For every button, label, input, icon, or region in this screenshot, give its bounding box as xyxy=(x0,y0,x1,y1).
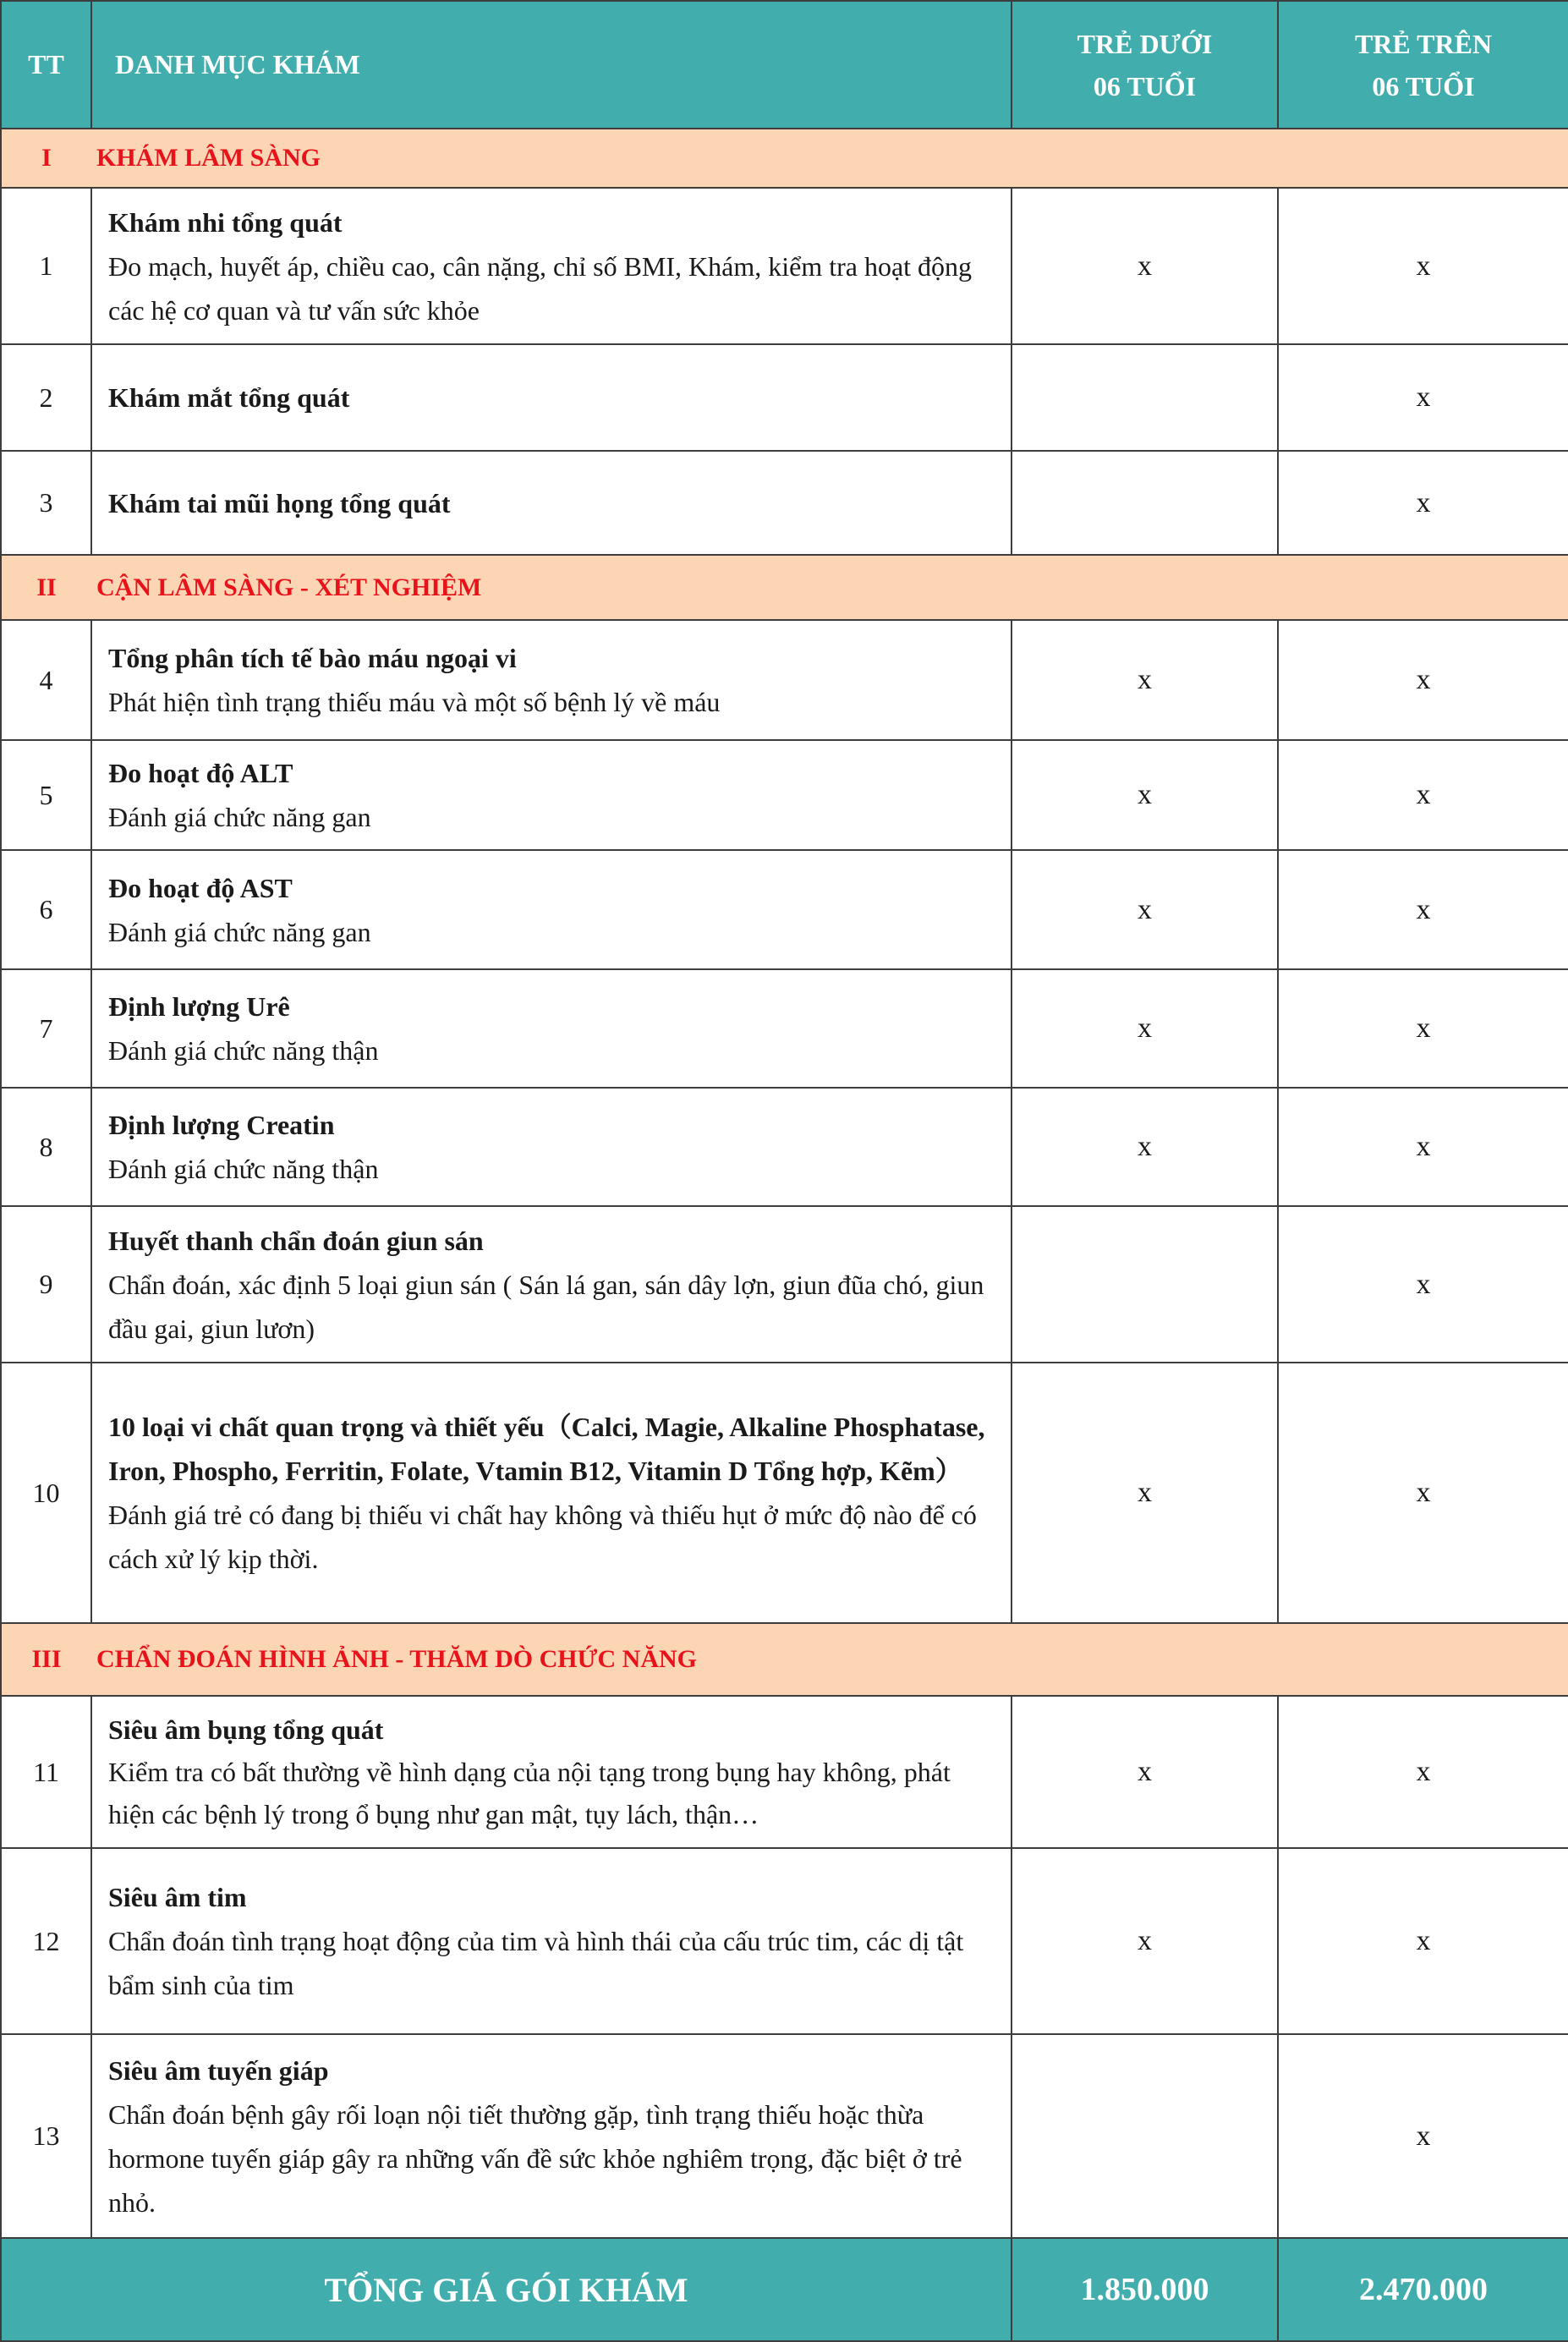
section-title: CHẨN ĐOÁN HÌNH ẢNH - THĂM DÒ CHỨC NĂNG xyxy=(91,1623,1568,1696)
row-under6-mark: x xyxy=(1012,850,1278,969)
table-row xyxy=(1,1696,1568,1848)
table-row xyxy=(1,969,1568,1088)
table-row xyxy=(1,850,1568,969)
row-under6-mark: x xyxy=(1012,1363,1278,1623)
row-index: 7 xyxy=(1,969,91,1088)
row-under6-mark xyxy=(1012,2034,1278,2238)
row-exam-name: Định lượng Urê xyxy=(108,991,290,1022)
total-under6-price: 1.850.000 xyxy=(1012,2238,1278,2341)
table-row xyxy=(1,740,1568,850)
row-over6-mark: x xyxy=(1278,451,1568,555)
row-exam-detail: Đánh giá chức năng gan xyxy=(108,802,371,832)
row-exam-detail: Đánh giá trẻ có đang bị thiếu vi chất hay không và thiếu hụt ở mức độ nào để có cách xử lý kịp thời. xyxy=(108,1500,977,1574)
row-exam-detail: Kiểm tra có bất thường về hình dạng của nội tạng trong bụng hay không, phát hiện các bệnh lý trong ổ bụng như gan mật, tụy lách, thận… xyxy=(108,1757,951,1829)
header-under6 xyxy=(1012,1,1278,129)
row-exam-detail: Phát hiện tình trạng thiếu máu và một số bệnh lý về máu xyxy=(108,687,721,717)
row-under6-mark: x xyxy=(1012,740,1278,850)
row-under6-mark: x xyxy=(1012,969,1278,1088)
row-exam-name: Siêu âm tim xyxy=(108,1882,247,1912)
row-under6-mark: x xyxy=(1012,620,1278,740)
header-tt: TT xyxy=(1,1,91,129)
table-row xyxy=(1,1088,1568,1206)
row-exam-name: Khám mắt tổng quát xyxy=(108,382,350,413)
table-row xyxy=(1,620,1568,740)
row-over6-mark: x xyxy=(1278,1088,1568,1206)
header-category: DANH MỤC KHÁM xyxy=(91,1,1012,129)
row-over6-mark: x xyxy=(1278,188,1568,344)
row-index: 10 xyxy=(1,1363,91,1623)
row-index: 12 xyxy=(1,1848,91,2034)
row-over6-mark: x xyxy=(1278,969,1568,1088)
row-exam-detail: Chẩn đoán tình trạng hoạt động của tim và hình thái của cấu trúc tim, các dị tật bẩm sinh của tim xyxy=(108,1926,964,2000)
row-exam-detail: Chẩn đoán, xác định 5 loại giun sán ( Sán lá gan, sán dây lợn, giun đũa chó, giun đầu gai, giun lươn) xyxy=(108,1269,984,1344)
row-exam-detail: Đánh giá chức năng gan xyxy=(108,916,371,947)
row-over6-mark: x xyxy=(1278,740,1568,850)
row-over6-mark: x xyxy=(1278,1696,1568,1848)
table-row xyxy=(1,1848,1568,2034)
row-over6-mark: x xyxy=(1278,344,1568,451)
row-index: 6 xyxy=(1,850,91,969)
header-over6-line1: TRẺ TRÊN xyxy=(1354,28,1493,59)
table-row xyxy=(1,1363,1568,1623)
row-exam-name: Định lượng Creatin xyxy=(108,1110,335,1140)
row-over6-mark: x xyxy=(1278,850,1568,969)
row-under6-mark xyxy=(1012,344,1278,451)
row-exam-name: Khám tai mũi họng tổng quát xyxy=(108,487,451,518)
row-description xyxy=(91,1848,1012,2034)
row-description xyxy=(91,969,1012,1088)
header-under6-line2: 06 TUỔI xyxy=(1093,70,1197,101)
row-exam-detail: Đánh giá chức năng thận xyxy=(108,1035,379,1066)
header-over6-line2: 06 TUỔI xyxy=(1372,70,1475,101)
row-description xyxy=(91,2034,1012,2238)
row-exam-name: Tổng phân tích tế bào máu ngoại vi xyxy=(108,643,517,673)
section-row xyxy=(1,555,1568,620)
total-over6-price: 2.470.000 xyxy=(1278,2238,1568,2341)
section-number: I xyxy=(1,129,91,188)
row-description xyxy=(91,1088,1012,1206)
row-under6-mark: x xyxy=(1012,188,1278,344)
row-index: 5 xyxy=(1,740,91,850)
row-exam-detail: Đo mạch, huyết áp, chiều cao, cân nặng, chỉ số BMI, Khám, kiểm tra hoạt động các hệ cơ quan và tư vấn sức khỏe xyxy=(108,250,973,326)
row-exam-name: Đo hoạt độ ALT xyxy=(108,758,293,788)
row-over6-mark: x xyxy=(1278,1848,1568,2034)
row-under6-mark: x xyxy=(1012,1696,1278,1848)
row-exam-name: Siêu âm tuyến giáp xyxy=(108,2054,329,2086)
row-description xyxy=(91,1206,1012,1363)
row-description xyxy=(91,740,1012,850)
section-row xyxy=(1,129,1568,188)
section-row xyxy=(1,1623,1568,1696)
row-description xyxy=(91,451,1012,555)
section-title: CẬN LÂM SÀNG - XÉT NGHIỆM xyxy=(91,555,1568,620)
row-exam-name: Khám nhi tổng quát xyxy=(108,206,343,238)
row-index: 11 xyxy=(1,1696,91,1848)
row-index: 1 xyxy=(1,188,91,344)
row-exam-name: 10 loại vi chất quan trọng và thiết yếu（Calci, Magie, Alkaline Phosphatase, Iron, Phospho, Ferritin, Folate, Vtamin B12, Vitamin D Tổng hợp, Kẽm） xyxy=(108,1412,985,1486)
section-title: KHÁM LÂM SÀNG xyxy=(91,129,1568,188)
row-description xyxy=(91,620,1012,740)
row-index: 4 xyxy=(1,620,91,740)
row-index: 3 xyxy=(1,451,91,555)
total-label: TỔNG GIÁ GÓI KHÁM xyxy=(1,2238,1012,2341)
table-row xyxy=(1,1206,1568,1363)
row-under6-mark xyxy=(1012,451,1278,555)
table-row xyxy=(1,451,1568,555)
row-exam-detail: Đánh giá chức năng thận xyxy=(108,1154,379,1184)
section-number: III xyxy=(1,1623,91,1696)
row-over6-mark: x xyxy=(1278,1363,1568,1623)
total-row xyxy=(1,2238,1568,2341)
row-exam-name: Đo hoạt độ AST xyxy=(108,872,293,903)
table-row xyxy=(1,188,1568,344)
row-exam-detail: Chẩn đoán bệnh gây rối loạn nội tiết thường gặp, tình trạng thiếu hoặc thừa hormone tuyến giáp gây ra những vấn đề sức khỏe nghiêm trọng, đặc biệt ở trẻ nhỏ. xyxy=(108,2098,962,2218)
row-index: 8 xyxy=(1,1088,91,1206)
table-row xyxy=(1,2034,1568,2238)
row-index: 9 xyxy=(1,1206,91,1363)
table-row xyxy=(1,344,1568,451)
row-under6-mark: x xyxy=(1012,1848,1278,2034)
row-under6-mark xyxy=(1012,1206,1278,1363)
row-over6-mark: x xyxy=(1278,620,1568,740)
section-number: II xyxy=(1,555,91,620)
row-under6-mark: x xyxy=(1012,1088,1278,1206)
row-description xyxy=(91,1696,1012,1848)
row-index: 2 xyxy=(1,344,91,451)
row-description xyxy=(91,850,1012,969)
header-over6 xyxy=(1278,1,1568,129)
row-description xyxy=(91,1363,1012,1623)
header-under6-line1: TRẺ DƯỚI xyxy=(1077,28,1213,59)
row-over6-mark: x xyxy=(1278,2034,1568,2238)
row-description xyxy=(91,344,1012,451)
table-header-row xyxy=(1,1,1568,129)
row-description xyxy=(91,188,1012,344)
row-exam-name: Huyết thanh chẩn đoán giun sán xyxy=(108,1225,484,1256)
row-over6-mark: x xyxy=(1278,1206,1568,1363)
row-index: 13 xyxy=(1,2034,91,2238)
row-exam-name: Siêu âm bụng tổng quát xyxy=(108,1714,384,1745)
